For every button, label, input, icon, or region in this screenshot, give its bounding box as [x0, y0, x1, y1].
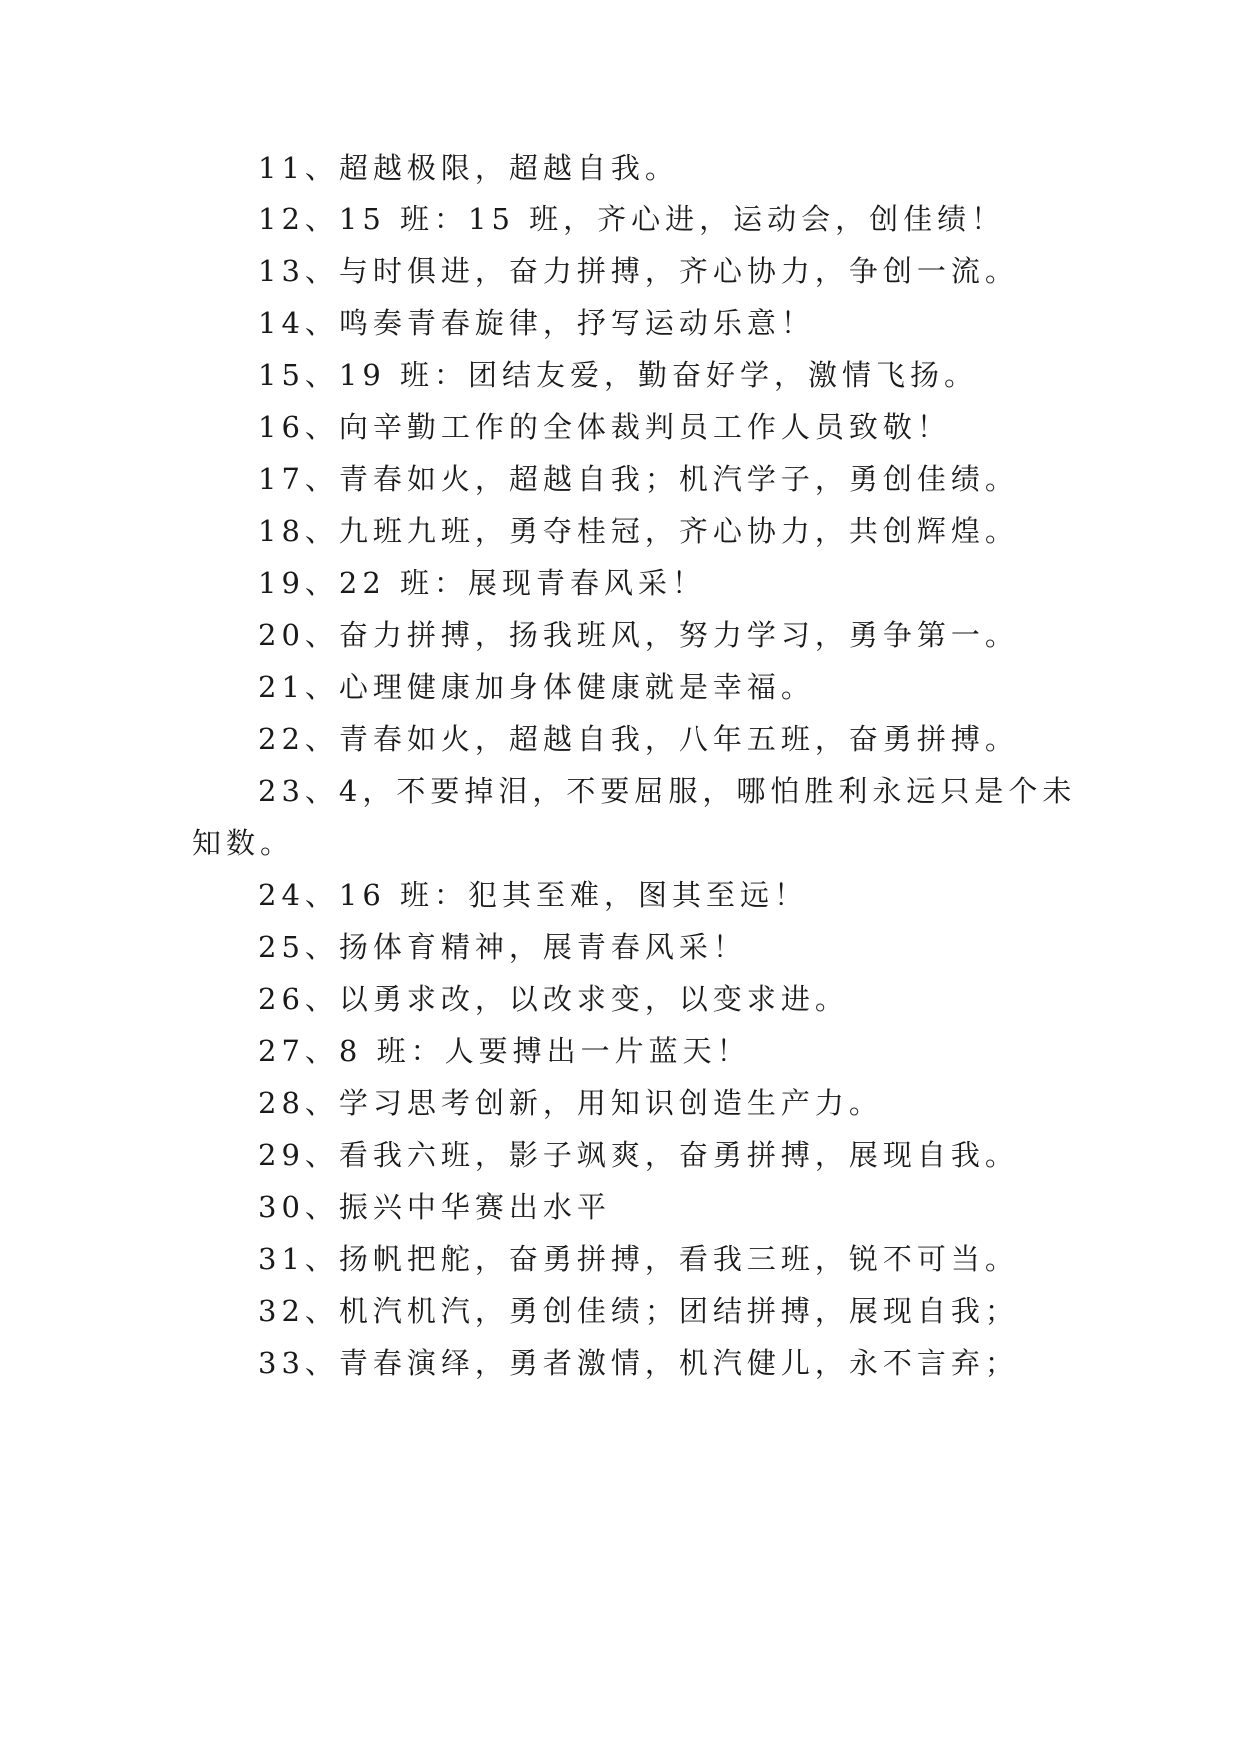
slogan-line-20: 20、奋力拼搏，扬我班风，努力学习，勇争第一。 [258, 618, 1019, 652]
slogan-line-16: 16、向辛勤工作的全体裁判员工作人员致敬！ [258, 410, 951, 444]
slogan-line-11: 11、超越极限，超越自我。 [258, 151, 679, 185]
slogan-line-33: 33、青春演绎，勇者激情，机汽健儿，永不言弃； [258, 1346, 1019, 1380]
slogan-line-18: 18、九班九班，勇夺桂冠，齐心协力，共创辉煌。 [258, 514, 1019, 548]
slogan-line-15: 15、19 班：团结友爱，勤奋好学，激情飞扬。 [258, 358, 979, 392]
slogan-line-27: 27、8 班：人要搏出一片蓝天！ [258, 1034, 751, 1068]
slogan-line-22: 22、青春如火，超越自我，八年五班，奋勇拼搏。 [258, 722, 1019, 756]
slogan-line-23-continuation: 知数。 [192, 826, 295, 860]
slogan-line-31: 31、扬帆把舵，奋勇拼搏，看我三班，锐不可当。 [258, 1242, 1019, 1276]
slogan-line-29: 29、看我六班，影子飒爽，奋勇拼搏，展现自我。 [258, 1138, 1019, 1172]
slogan-line-25: 25、扬体育精神，展青春风采！ [258, 930, 747, 964]
slogan-line-32: 32、机汽机汽，勇创佳绩；团结拼搏，展现自我； [258, 1294, 1019, 1328]
slogan-line-30: 30、振兴中华赛出水平 [258, 1190, 611, 1224]
slogan-line-14: 14、鸣奏青春旋律，抒写运动乐意！ [258, 306, 815, 340]
slogan-line-24: 24、16 班：犯其至难，图其至远！ [258, 878, 809, 912]
slogan-line-13: 13、与时俱进，奋力拼搏，齐心协力，争创一流。 [258, 254, 1019, 288]
slogan-line-28: 28、学习思考创新，用知识创造生产力。 [258, 1086, 883, 1120]
slogan-line-17: 17、青春如火，超越自我；机汽学子，勇创佳绩。 [258, 462, 1019, 496]
slogan-line-12: 12、15 班：15 班，齐心进，运动会，创佳绩！ [258, 202, 1006, 236]
slogan-line-21: 21、心理健康加身体健康就是幸福。 [258, 670, 815, 704]
slogan-line-26: 26、以勇求改，以改求变，以变求进。 [258, 982, 849, 1016]
slogan-line-23: 23、4，不要掉泪，不要屈服，哪怕胜利永远只是个未 [258, 774, 1077, 808]
slogan-line-19: 19、22 班：展现青春风采！ [258, 566, 707, 600]
